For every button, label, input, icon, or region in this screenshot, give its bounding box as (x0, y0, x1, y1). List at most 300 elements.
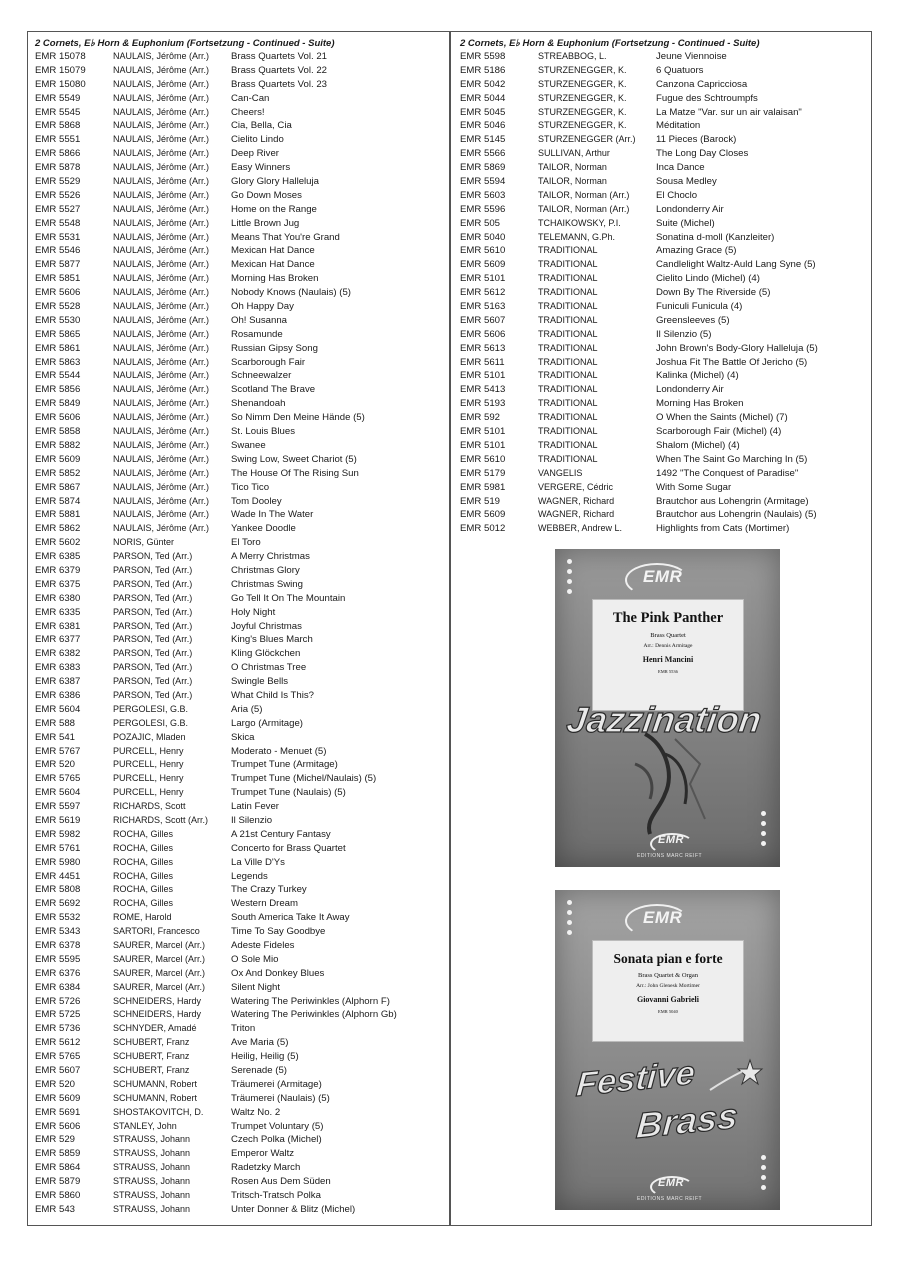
catalog-number: EMR 5863 (35, 356, 81, 368)
catalog-number: EMR 5611 (460, 356, 505, 368)
piece-title: Fugue des Schtroumpfs (656, 92, 758, 104)
catalog-number: EMR 5856 (35, 384, 81, 396)
piece-title: Schneewalzer (231, 370, 292, 382)
catalog-row (35, 78, 445, 92)
catalog-number: EMR 6385 (35, 551, 81, 563)
cover-composer: Giovanni Gabrieli (636, 995, 699, 1004)
catalog-number: EMR 5101 (460, 439, 506, 451)
catalog-row (460, 119, 870, 133)
piece-title: Unter Donner & Blitz (Michel) (231, 1203, 356, 1215)
piece-title: O When the Saints (Michel) (7) (656, 412, 788, 424)
catalog-number: EMR 15080 (35, 78, 86, 90)
piece-title: Adeste Fideles (231, 940, 295, 951)
catalog-number: EMR 5849 (35, 398, 81, 410)
composer-name: ROCHA, Gilles (113, 828, 174, 839)
catalog-row (35, 633, 445, 647)
catalog-row (35, 550, 445, 564)
composer-name: NAULAIS, Jérôme (Arr.) (113, 426, 210, 437)
catalog-row (460, 356, 870, 370)
catalog-row (35, 411, 445, 425)
piece-title: Träumerei (Armitage) (231, 1078, 322, 1090)
catalog-number: EMR 5980 (35, 856, 81, 868)
catalog-number: EMR 5878 (35, 162, 81, 174)
catalog-number: EMR 5532 (35, 912, 81, 924)
catalog-row (35, 133, 445, 147)
catalog-row (35, 689, 445, 703)
catalog-number: EMR 5761 (35, 842, 81, 854)
catalog-row (460, 328, 870, 342)
catalog-row (35, 772, 445, 786)
composer-name: PARSON, Ted (Arr.) (113, 592, 193, 603)
piece-title: With Some Sugar (656, 481, 732, 493)
catalog-row (460, 92, 870, 106)
piece-title: Greensleeves (5) (656, 314, 730, 326)
composer-name: NAULAIS, Jérôme (Arr.) (113, 287, 210, 298)
composer-name: STURZENEGGER, K. (538, 92, 627, 103)
piece-title: Trumpet Tune (Armitage) (231, 759, 338, 771)
catalog-row (35, 536, 445, 550)
catalog-number: EMR 6375 (35, 578, 81, 590)
catalog-row (460, 508, 870, 522)
piece-title: La Matze "Var. sur un air valaisan" (656, 106, 802, 118)
piece-title: Swanee (231, 439, 266, 451)
piece-title: O Sole Mio (231, 953, 279, 965)
catalog-row (35, 508, 445, 522)
catalog-number: EMR 520 (35, 759, 75, 771)
piece-title: Waltz No. 2 (231, 1106, 281, 1118)
catalog-number: EMR 5881 (35, 509, 81, 521)
composer-name: PARSON, Ted (Arr.) (113, 634, 193, 645)
piece-title: The Crazy Turkey (231, 884, 307, 896)
composer-name: SULLIVAN, Arthur (538, 148, 610, 159)
catalog-row (460, 64, 870, 78)
cover-title-panel (592, 940, 744, 1042)
catalog-number: EMR 5851 (35, 273, 81, 285)
catalog-number: EMR 5860 (35, 1190, 81, 1202)
composer-name: STREABBOG, L. (538, 51, 607, 61)
series-logo-festive: Festive (574, 1053, 697, 1105)
catalog-number: EMR 5866 (35, 148, 81, 160)
composer-name: ROCHA, Gilles (113, 842, 174, 853)
catalog-number: EMR 5044 (460, 92, 506, 104)
catalog-row (460, 439, 870, 453)
piece-title: Little Brown Jug (231, 217, 300, 229)
composer-name: SCHUBERT, Franz (113, 1051, 190, 1062)
catalog-row (35, 758, 445, 772)
composer-name: TRADITIONAL (538, 245, 598, 256)
catalog-number: EMR 5982 (35, 828, 81, 840)
catalog-number: EMR 5544 (35, 370, 81, 382)
composer-name: NAULAIS, Jérôme (Arr.) (113, 412, 210, 423)
composer-name: TRADITIONAL (538, 453, 598, 464)
catalog-row (35, 883, 445, 897)
composer-name: WAGNER, Richard (538, 495, 615, 506)
piece-title: Brautchor aus Lohengrin (Naulais) (5) (656, 509, 817, 521)
cover-title: The Pink Panther (612, 610, 724, 626)
composer-name: TRADITIONAL (538, 398, 598, 409)
catalog-number: EMR 5012 (460, 523, 506, 535)
catalog-row (460, 314, 870, 328)
catalog-row (35, 1022, 445, 1036)
cover-dots (761, 1155, 767, 1195)
catalog-number: EMR 5548 (35, 217, 81, 229)
piece-title: La Ville D'Ys (231, 856, 285, 868)
catalog-row (35, 1092, 445, 1106)
composer-name: NAULAIS, Jérôme (Arr.) (113, 217, 210, 228)
composer-name: STURZENEGGER, K. (538, 120, 627, 131)
catalog-row (35, 606, 445, 620)
catalog-number: EMR 5852 (35, 467, 81, 479)
catalog-number: EMR 5606 (460, 328, 506, 340)
composer-name: PARSON, Ted (Arr.) (113, 551, 193, 562)
composer-name: PARSON, Ted (Arr.) (113, 620, 193, 631)
catalog-number: EMR 5868 (35, 120, 81, 132)
composer-name: NAULAIS, Jérôme (Arr.) (113, 176, 210, 187)
catalog-number: EMR 5101 (460, 370, 506, 382)
composer-name: ROCHA, Gilles (113, 898, 174, 909)
catalog-row (35, 64, 445, 78)
catalog-row (35, 1175, 445, 1189)
composer-name: PARSON, Ted (Arr.) (113, 689, 193, 700)
piece-title: Western Dream (231, 898, 298, 910)
composer-name: PARSON, Ted (Arr.) (113, 606, 193, 617)
piece-title: Highlights from Cats (Mortimer) (656, 523, 790, 535)
catalog-number: EMR 5603 (460, 189, 506, 201)
composer-name: TRADITIONAL (538, 259, 598, 270)
piece-title: Cia, Bella, Cia (231, 120, 292, 132)
piece-title: Deep River (231, 148, 279, 160)
catalog-number: EMR 543 (35, 1203, 75, 1215)
cover-title-panel (592, 599, 744, 711)
catalog-row (35, 1133, 445, 1147)
catalog-row (35, 939, 445, 953)
catalog-row (35, 995, 445, 1009)
emr-logo: EMR (643, 908, 683, 927)
piece-title: Il Silenzio (231, 814, 273, 826)
piece-title: Sousa Medley (656, 176, 717, 188)
cover-subtitle: Brass Quartet & Organ (638, 972, 698, 979)
catalog-row (460, 231, 870, 245)
publisher-name: EDITIONS MARC REIFT (637, 853, 703, 859)
catalog-number: EMR 5869 (460, 162, 506, 174)
cover-dots (567, 559, 573, 599)
composer-name: TRADITIONAL (538, 314, 598, 325)
composer-name: SHOSTAKOVITCH, D. (113, 1106, 204, 1117)
saxophone-player-icon (605, 724, 725, 839)
publisher-name: EDITIONS MARC REIFT (637, 1196, 703, 1202)
catalog-number: EMR 5767 (35, 745, 81, 757)
catalog-row (35, 564, 445, 578)
catalog-number: EMR 15079 (35, 64, 86, 76)
piece-title: Ave Maria (5) (231, 1037, 289, 1049)
piece-title: Radetzky March (231, 1162, 301, 1174)
piece-title: What Child Is This? (231, 689, 314, 701)
catalog-number: EMR 6377 (35, 634, 81, 646)
catalog-row (35, 175, 445, 189)
composer-name: NAULAIS, Jérôme (Arr.) (113, 231, 210, 242)
catalog-row (35, 189, 445, 203)
catalog-number: EMR 5145 (460, 134, 506, 146)
catalog-number: EMR 5045 (460, 106, 506, 118)
section-heading: 2 Cornets, E♭ Horn & Euphonium (Fortsetzung - Continued - Suite) (460, 38, 760, 49)
composer-name: SCHUMANN, Robert (113, 1092, 198, 1103)
piece-title: Brass Quartets Vol. 23 (231, 78, 327, 90)
piece-title: Nobody Knows (Naulais) (5) (231, 287, 351, 299)
catalog-row (460, 467, 870, 481)
composer-name: TAILOR, Norman (538, 176, 607, 187)
composer-name: TAILOR, Norman (538, 162, 607, 173)
catalog-row (460, 161, 870, 175)
catalog-row (35, 717, 445, 731)
composer-name: STURZENEGGER, K. (538, 78, 627, 89)
piece-title: Joyful Christmas (231, 620, 302, 632)
catalog-row (35, 1008, 445, 1022)
catalog-row (35, 828, 445, 842)
piece-title: Aria (5) (231, 703, 263, 715)
catalog-number: EMR 5594 (460, 176, 506, 188)
catalog-number: EMR 5609 (35, 453, 81, 465)
composer-name: PARSON, Ted (Arr.) (113, 578, 193, 589)
catalog-number: EMR 6379 (35, 564, 81, 576)
catalog-row (35, 620, 445, 634)
piece-title: Trumpet Voluntary (5) (231, 1120, 324, 1132)
catalog-row (35, 328, 445, 342)
catalog-number: EMR 5566 (460, 148, 506, 160)
piece-title: 6 Quatuors (656, 64, 704, 76)
piece-title: Candlelight Waltz-Auld Lang Syne (5) (656, 259, 816, 271)
composer-name: ROCHA, Gilles (113, 884, 174, 895)
piece-title: A 21st Century Fantasy (231, 828, 331, 840)
piece-title: Christmas Swing (231, 578, 303, 590)
piece-title: Méditation (656, 120, 701, 132)
piece-title: Easy Winners (231, 162, 291, 174)
catalog-number: EMR 5606 (35, 287, 81, 299)
composer-name: PURCELL, Henry (113, 745, 184, 756)
emr-logo: EMR (658, 1177, 684, 1189)
catalog-number: EMR 6380 (35, 592, 81, 604)
composer-name: TRADITIONAL (538, 328, 598, 339)
piece-title: Cielito Lindo (231, 134, 284, 146)
catalog-number: EMR 5598 (460, 51, 506, 62)
catalog-number: EMR 5861 (35, 342, 81, 354)
catalog-row (35, 147, 445, 161)
composer-name: NAULAIS, Jérôme (Arr.) (113, 356, 210, 367)
piece-title: 11 Pieces (Barock) (656, 134, 737, 146)
catalog-number: EMR 15078 (35, 51, 86, 62)
composer-name: SAURER, Marcel (Arr.) (113, 967, 206, 978)
piece-title: Triton (231, 1023, 256, 1035)
piece-title: O Christmas Tree (231, 662, 307, 674)
composer-name: STRAUSS, Johann (113, 1162, 191, 1173)
column-divider (449, 31, 451, 1226)
composer-name: POZAJIC, Mladen (113, 731, 186, 742)
cover-dots (761, 811, 767, 851)
catalog-number: EMR 588 (35, 717, 75, 729)
piece-title: Scotland The Brave (231, 384, 316, 396)
piece-title: South America Take It Away (231, 912, 350, 924)
catalog-row (35, 161, 445, 175)
composer-name: SCHUBERT, Franz (113, 1065, 190, 1076)
catalog-row (35, 231, 445, 245)
piece-title: Cielito Lindo (Michel) (4) (656, 273, 760, 285)
piece-title: Ox And Donkey Blues (231, 967, 325, 979)
piece-title: Shalom (Michel) (4) (656, 439, 740, 451)
composer-name: TRADITIONAL (538, 370, 598, 381)
catalog-row (35, 203, 445, 217)
catalog-number: EMR 6383 (35, 662, 81, 674)
emr-logo: EMR (658, 834, 684, 846)
catalog-row (460, 453, 870, 467)
catalog-number: EMR 5865 (35, 328, 81, 340)
catalog-row (460, 106, 870, 120)
composer-name: SAURER, Marcel (Arr.) (113, 981, 206, 992)
catalog-row (35, 425, 445, 439)
piece-title: Swing Low, Sweet Chariot (5) (231, 453, 357, 465)
catalog-number: EMR 5604 (35, 787, 81, 799)
catalog-row (35, 1120, 445, 1134)
piece-title: Brass Quartets Vol. 21 (231, 51, 327, 62)
cover-code: EMR 5040 (658, 1009, 678, 1014)
catalog-number: EMR 5981 (460, 481, 506, 493)
composer-name: VERGERE, Cédric (538, 481, 614, 492)
composer-name: NAULAIS, Jérôme (Arr.) (113, 189, 210, 200)
catalog-row (35, 383, 445, 397)
composer-name: STRAUSS, Johann (113, 1134, 191, 1145)
piece-title: Swingle Bells (231, 676, 289, 688)
composer-name: TRADITIONAL (538, 384, 598, 395)
piece-title: Shenandoah (231, 398, 286, 410)
catalog-row (35, 342, 445, 356)
composer-name: PARSON, Ted (Arr.) (113, 676, 193, 687)
catalog-number: EMR 592 (460, 412, 500, 424)
catalog-row (460, 411, 870, 425)
catalog-row (35, 481, 445, 495)
composer-name: WEBBER, Andrew L. (538, 523, 623, 534)
catalog-number: EMR 519 (460, 495, 500, 507)
catalog-row (35, 286, 445, 300)
catalog-row (460, 369, 870, 383)
composer-name: STURZENEGGER, K. (538, 106, 627, 117)
catalog-row (460, 78, 870, 92)
composer-name: SCHNEIDERS, Hardy (113, 995, 202, 1006)
cover-subtitle: Brass Quartet (650, 632, 686, 639)
composer-name: SARTORI, Francesco (113, 926, 200, 937)
series-logo-brass: Brass (634, 1094, 740, 1147)
composer-name: NAULAIS, Jérôme (Arr.) (113, 384, 210, 395)
piece-title: Can-Can (231, 92, 270, 104)
catalog-number: EMR 6387 (35, 676, 81, 688)
catalog-number: EMR 520 (35, 1078, 75, 1090)
composer-name: NAULAIS, Jérôme (Arr.) (113, 64, 210, 75)
catalog-number: EMR 5867 (35, 481, 81, 493)
catalog-row (35, 356, 445, 370)
catalog-number: EMR 5413 (460, 384, 506, 396)
piece-title: Russian Gipsy Song (231, 342, 318, 354)
emr-logo: EMR (643, 567, 683, 586)
composer-name: PARSON, Ted (Arr.) (113, 648, 193, 659)
catalog-number: EMR 5530 (35, 314, 81, 326)
catalog-row (35, 1036, 445, 1050)
catalog-row (460, 495, 870, 509)
catalog-number: EMR 6382 (35, 648, 81, 660)
catalog-row (35, 1203, 445, 1217)
catalog-row (35, 786, 445, 800)
composer-name: NAULAIS, Jérôme (Arr.) (113, 120, 210, 131)
piece-title: Mexican Hat Dance (231, 245, 315, 257)
catalog-row (35, 953, 445, 967)
piece-title: St. Louis Blues (231, 426, 295, 438)
composer-name: NAULAIS, Jérôme (Arr.) (113, 106, 210, 117)
composer-name: NAULAIS, Jérôme (Arr.) (113, 245, 210, 256)
composer-name: RICHARDS, Scott (113, 801, 186, 812)
cover-code: EMR 5536 (658, 669, 678, 674)
catalog-number: EMR 4451 (35, 870, 81, 882)
catalog-row (35, 495, 445, 509)
catalog-row (35, 106, 445, 120)
catalog-number: EMR 5692 (35, 898, 81, 910)
composer-name: PERGOLESI, G.B. (113, 717, 189, 728)
composer-name: NAULAIS, Jérôme (Arr.) (113, 467, 210, 478)
catalog-number: EMR 5609 (35, 1092, 81, 1104)
piece-title: Brautchor aus Lohengrin (Armitage) (656, 495, 809, 507)
catalog-number: EMR 5606 (35, 1120, 81, 1132)
catalog-number: EMR 5549 (35, 92, 81, 104)
piece-title: Tritsch-Tratsch Polka (231, 1190, 321, 1202)
piece-title: Down By The Riverside (5) (656, 287, 771, 299)
composer-name: WAGNER, Richard (538, 509, 615, 520)
piece-title: Heilig, Heilig (5) (231, 1051, 299, 1063)
catalog-row (35, 314, 445, 328)
composer-name: TRADITIONAL (538, 273, 598, 284)
catalog-row (35, 397, 445, 411)
composer-name: NAULAIS, Jérôme (Arr.) (113, 314, 210, 325)
catalog-number: EMR 5545 (35, 106, 81, 118)
catalog-row (460, 481, 870, 495)
composer-name: STRAUSS, Johann (113, 1176, 191, 1187)
catalog-row (35, 897, 445, 911)
piece-title: The Long Day Closes (656, 148, 749, 160)
piece-title: Yankee Doodle (231, 523, 296, 535)
catalog-row (35, 119, 445, 133)
composer-name: TRADITIONAL (538, 426, 598, 437)
piece-title: Londonderry Air (656, 203, 724, 215)
catalog-row (35, 731, 445, 745)
piece-title: Brass Quartets Vol. 22 (231, 64, 327, 76)
catalog-number: EMR 5882 (35, 439, 81, 451)
catalog-number: EMR 5101 (460, 273, 506, 285)
catalog-row (35, 842, 445, 856)
series-logo-jazzination: Jazzination (564, 699, 764, 740)
composer-name: STRAUSS, Johann (113, 1190, 191, 1201)
catalog-number: EMR 5040 (460, 231, 506, 243)
catalog-row (460, 286, 870, 300)
piece-title: Londonderry Air (656, 384, 724, 396)
catalog-number: EMR 5193 (460, 398, 506, 410)
composer-name: NAULAIS, Jérôme (Arr.) (113, 162, 210, 173)
catalog-row (460, 244, 870, 258)
composer-name: NAULAIS, Jérôme (Arr.) (113, 439, 210, 450)
catalog-row (35, 50, 445, 64)
catalog-number: EMR 505 (460, 217, 500, 229)
piece-title: Serenade (5) (231, 1065, 287, 1077)
catalog-row (460, 272, 870, 286)
catalog-row (35, 856, 445, 870)
catalog-row (35, 522, 445, 536)
catalog-number: EMR 5186 (460, 64, 506, 76)
catalog-row (35, 800, 445, 814)
composer-name: SCHNEIDERS, Hardy (113, 1009, 202, 1020)
composer-name: NAULAIS, Jérôme (Arr.) (113, 134, 210, 145)
